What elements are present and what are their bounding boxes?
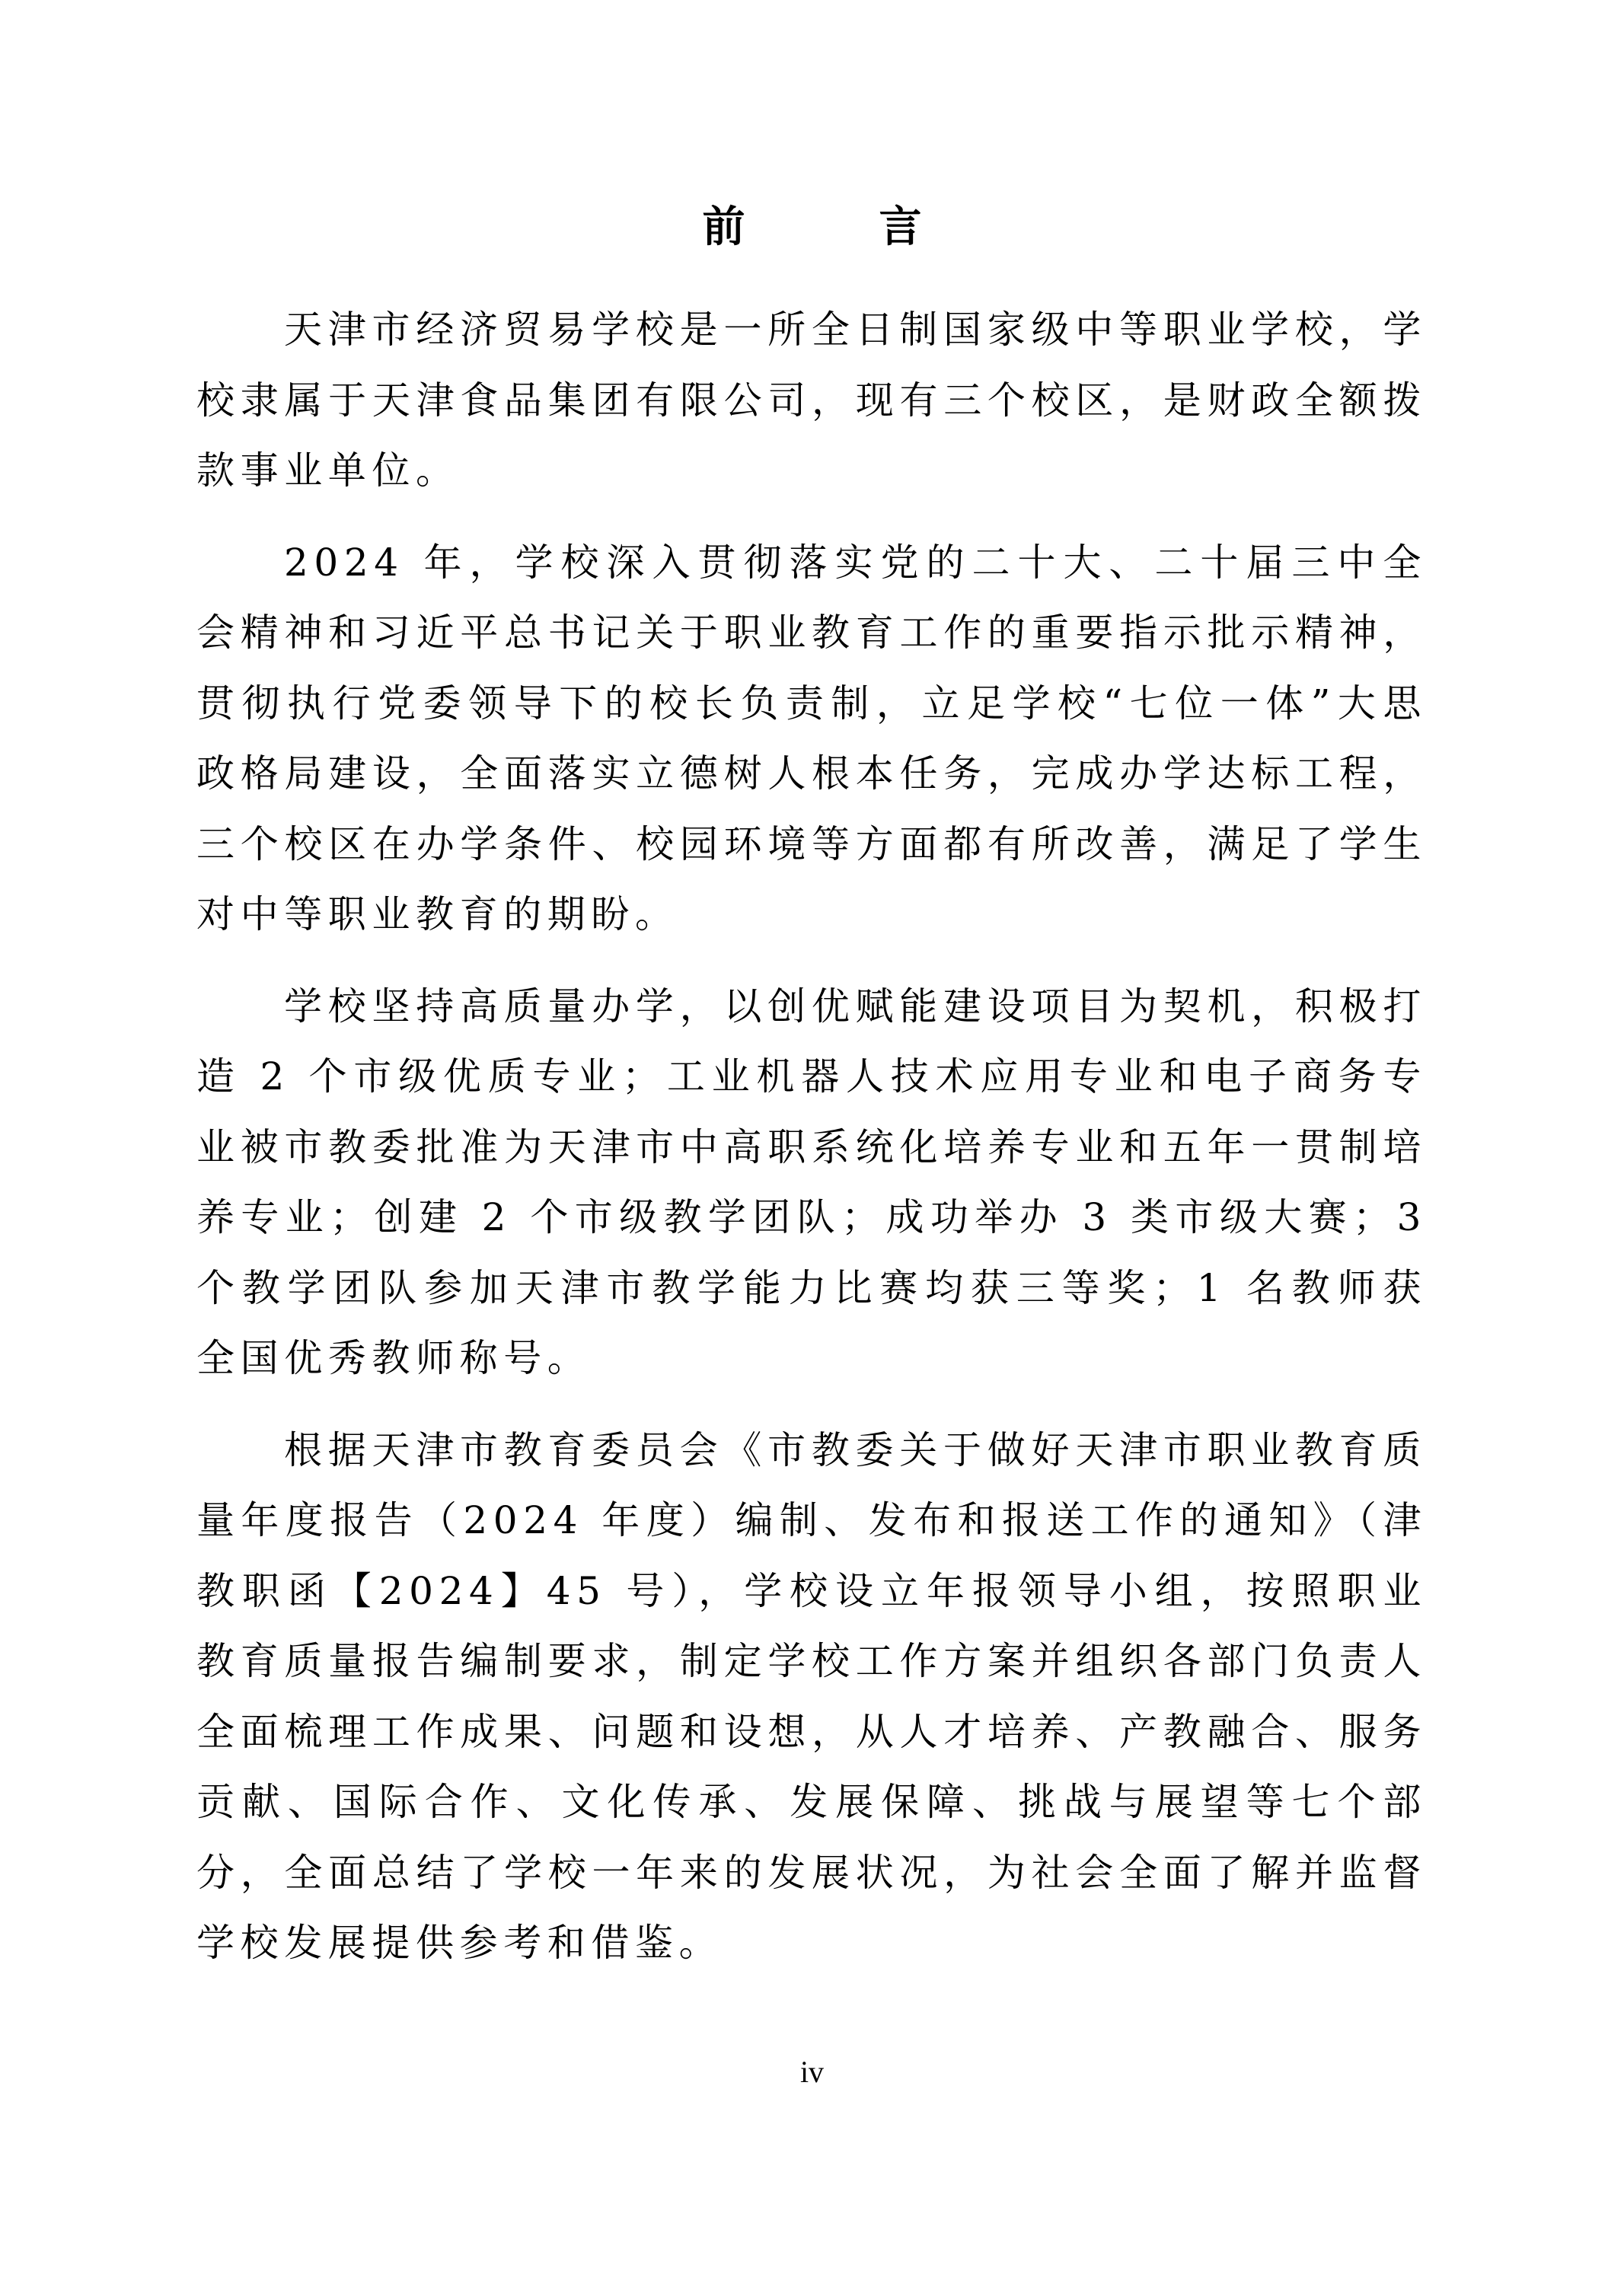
page-number: iv [799, 2055, 825, 2089]
paragraph-2024-overview: 2024 年，学校深入贯彻落实党的二十大、二十届三中全会精神和习近平总书记关于职业教育工作的重要指示批示精神，贯彻执行党委领导下的校长负责制，立足学校“七位一体”大思政格局建设，全面落实立德树人根本任务，完成办学达标工程，三个校区在办学条件、校园环境等方面都有所改善，满足了学生对中等职业教育的期盼。 [196, 540, 1427, 936]
paragraph-achievements: 学校坚持高质量办学，以创优赋能建设项目为契机，积极打造 2 个市级优质专业；工业机器人技术应用专业和电子商务专业被市教委批准为天津市中高职系统化培养专业和五年一贯制培养专业；创建 2 个市级教学团队；成功举办 3 类市级大赛；3 个教学团队参加天津市教学能力比赛均获三等奖；1 名教师获全国优秀教师称号。 [196, 984, 1427, 1380]
paragraph-school-intro: 天津市经济贸易学校是一所全日制国家级中等职业学校，学校隶属于天津食品集团有限公司，现有三个校区，是财政全额拨款事业单位。 [196, 308, 1427, 493]
page-title: 前 言 [702, 202, 968, 252]
paragraph-report-basis: 根据天津市教育委员会《市教委关于做好天津市职业教育质量年度报告（2024 年度）编制、发布和报送工作的通知》（津教职函【2024】45 号），学校设立年报领导小组，按照职业教育质量报告编制要求，制定学校工作方案并组织各部门负责人全面梳理工作成果、问题和设想，从人才培养、产教融合、服务贡献、国际合作、文化传承、发展保障、挑战与展望等七个部分，全面总结了学校一年来的发展状况，为社会全面了解并监督学校发展提供参考和借鉴。 [196, 1427, 1427, 1965]
document-body [196, 295, 1427, 2000]
